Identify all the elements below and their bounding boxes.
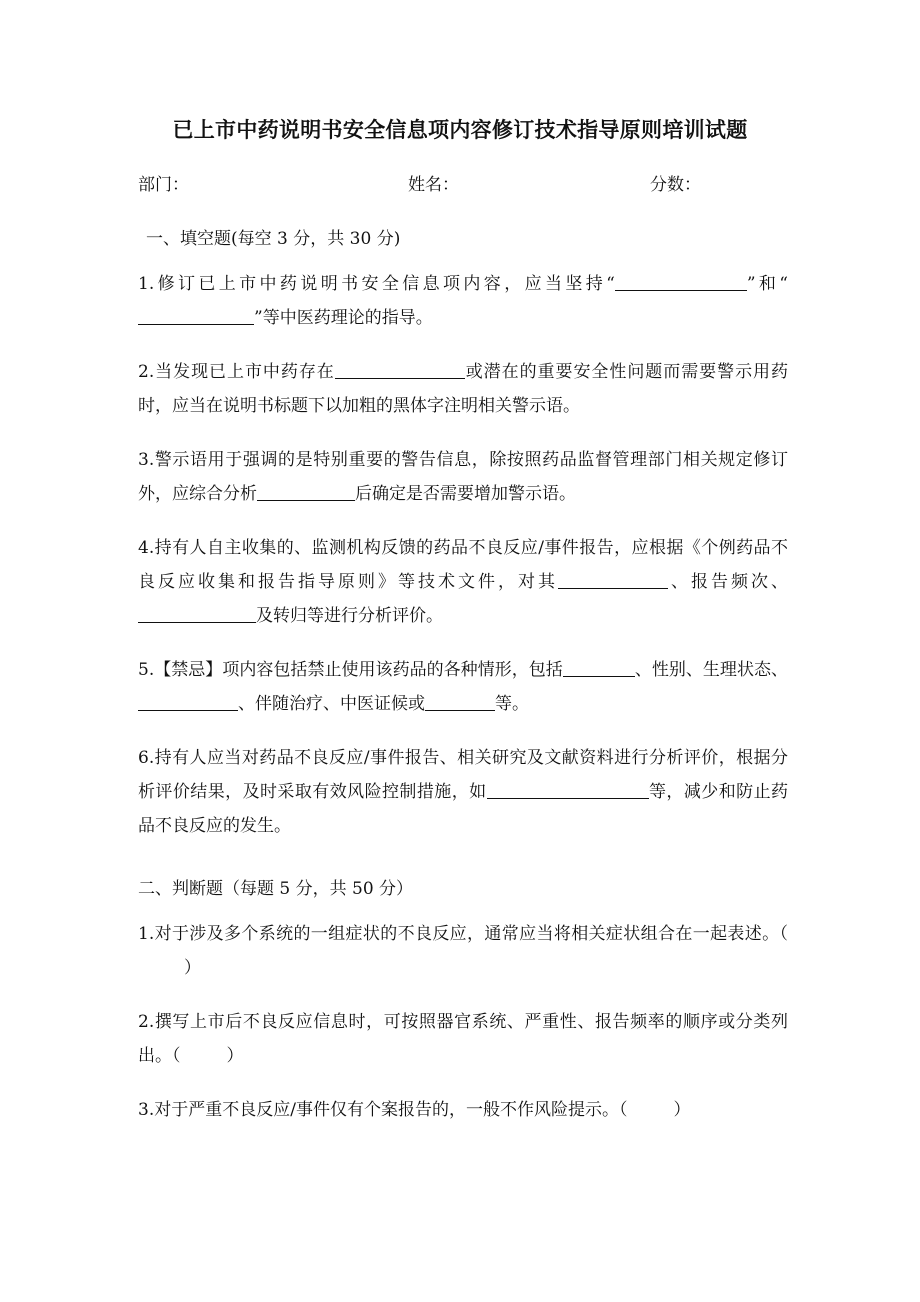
question-text: 1.修订已上市中药说明书安全信息项内容，应当坚持“ — [138, 274, 615, 294]
section-1-heading: 一、填空题(每空 3 分，共 30 分) — [146, 229, 401, 249]
fill-question-4 — [138, 531, 788, 633]
question-text: 等，减少和防止药品不良反应的发生。 — [138, 782, 789, 836]
name-label: 姓名： — [408, 175, 459, 195]
question-text: ”等中医药理论的指导。 — [254, 308, 433, 328]
question-text: 、性别、生理状态、 — [634, 660, 789, 680]
question-text: 5.【禁忌】项内容包括禁止使用该药品的各种情形，包括 — [138, 660, 563, 680]
question-text: 6.持有人应当对药品不良反应/事件报告、相关研究及文献资料进行分析评价，根据分析评价结果，及时采取有效风险控制措施，如 — [138, 748, 788, 802]
answer-blank[interactable] — [138, 304, 254, 325]
answer-paren-open: （ — [172, 1046, 181, 1066]
answer-blank[interactable] — [425, 690, 495, 711]
department-label: 部门： — [138, 175, 189, 195]
question-text: 2.撰写上市后不良反应信息时，可按照器官系统、严重性、报告频率的顺序或分类列出。 — [138, 1012, 788, 1066]
judge-question-2 — [138, 1005, 788, 1073]
question-text: 等。 — [495, 694, 529, 714]
document-title: 已上市中药说明书安全信息项内容修订技术指导原则培训试题 — [172, 118, 748, 142]
fill-question-2 — [138, 355, 788, 423]
answer-blank[interactable] — [615, 270, 747, 291]
answer-blank[interactable] — [257, 480, 355, 501]
question-text: 、报告频次、 — [668, 572, 788, 592]
fill-question-1 — [138, 267, 788, 335]
answer-paren-close: ） — [226, 1046, 244, 1066]
answer-blank[interactable] — [487, 778, 649, 799]
section-2-heading: 二、判断题（每题 5 分，共 50 分） — [138, 879, 414, 899]
answer-paren-open: （ — [779, 924, 788, 944]
question-text: 2.当发现已上市中药存在 — [138, 362, 335, 382]
judge-question-3 — [138, 1093, 788, 1127]
answer-blank[interactable] — [138, 690, 238, 711]
answer-paren-close: ） — [673, 1100, 691, 1120]
fill-question-5 — [138, 653, 788, 721]
judge-question-1 — [138, 917, 788, 985]
question-text: 后确定是否需要增加警示语。 — [355, 484, 576, 504]
answer-blank[interactable] — [563, 656, 635, 677]
fill-question-3 — [138, 443, 788, 511]
question-text: 3.对于严重不良反应/事件仅有个案报告的，一般不作风险提示。 — [138, 1100, 619, 1120]
answer-blank[interactable] — [335, 358, 465, 379]
answer-blank[interactable] — [138, 602, 256, 623]
question-text: 1.对于涉及多个系统的一组症状的不良反应，通常应当将相关症状组合在一起表述。 — [138, 924, 780, 944]
answer-paren-close: ） — [184, 958, 201, 978]
score-label: 分数： — [650, 175, 701, 195]
answer-blank[interactable] — [558, 568, 668, 589]
fill-question-6 — [138, 741, 788, 843]
question-text: 4.持有人自主收集的、监测机构反馈的药品不良反应/事件报告，应根据《个例药品不良反应收集和报告指导原则》等技术文件，对其 — [138, 538, 788, 592]
question-text: ”和“ — [746, 274, 788, 294]
question-text: 或潜在的重要安全性问题而需要警示用药时，应当在说明书标题下以加粗的黑体字注明相关警示语。 — [138, 362, 788, 416]
question-text: 及转归等进行分析评价。 — [256, 606, 443, 626]
question-text: 、伴随治疗、中医证候或 — [238, 694, 425, 714]
answer-paren-open: （ — [618, 1100, 628, 1120]
question-text: 3.警示语用于强调的是特别重要的警告信息，除按照药品监督管理部门相关规定修订外，应综合分析 — [138, 450, 788, 504]
